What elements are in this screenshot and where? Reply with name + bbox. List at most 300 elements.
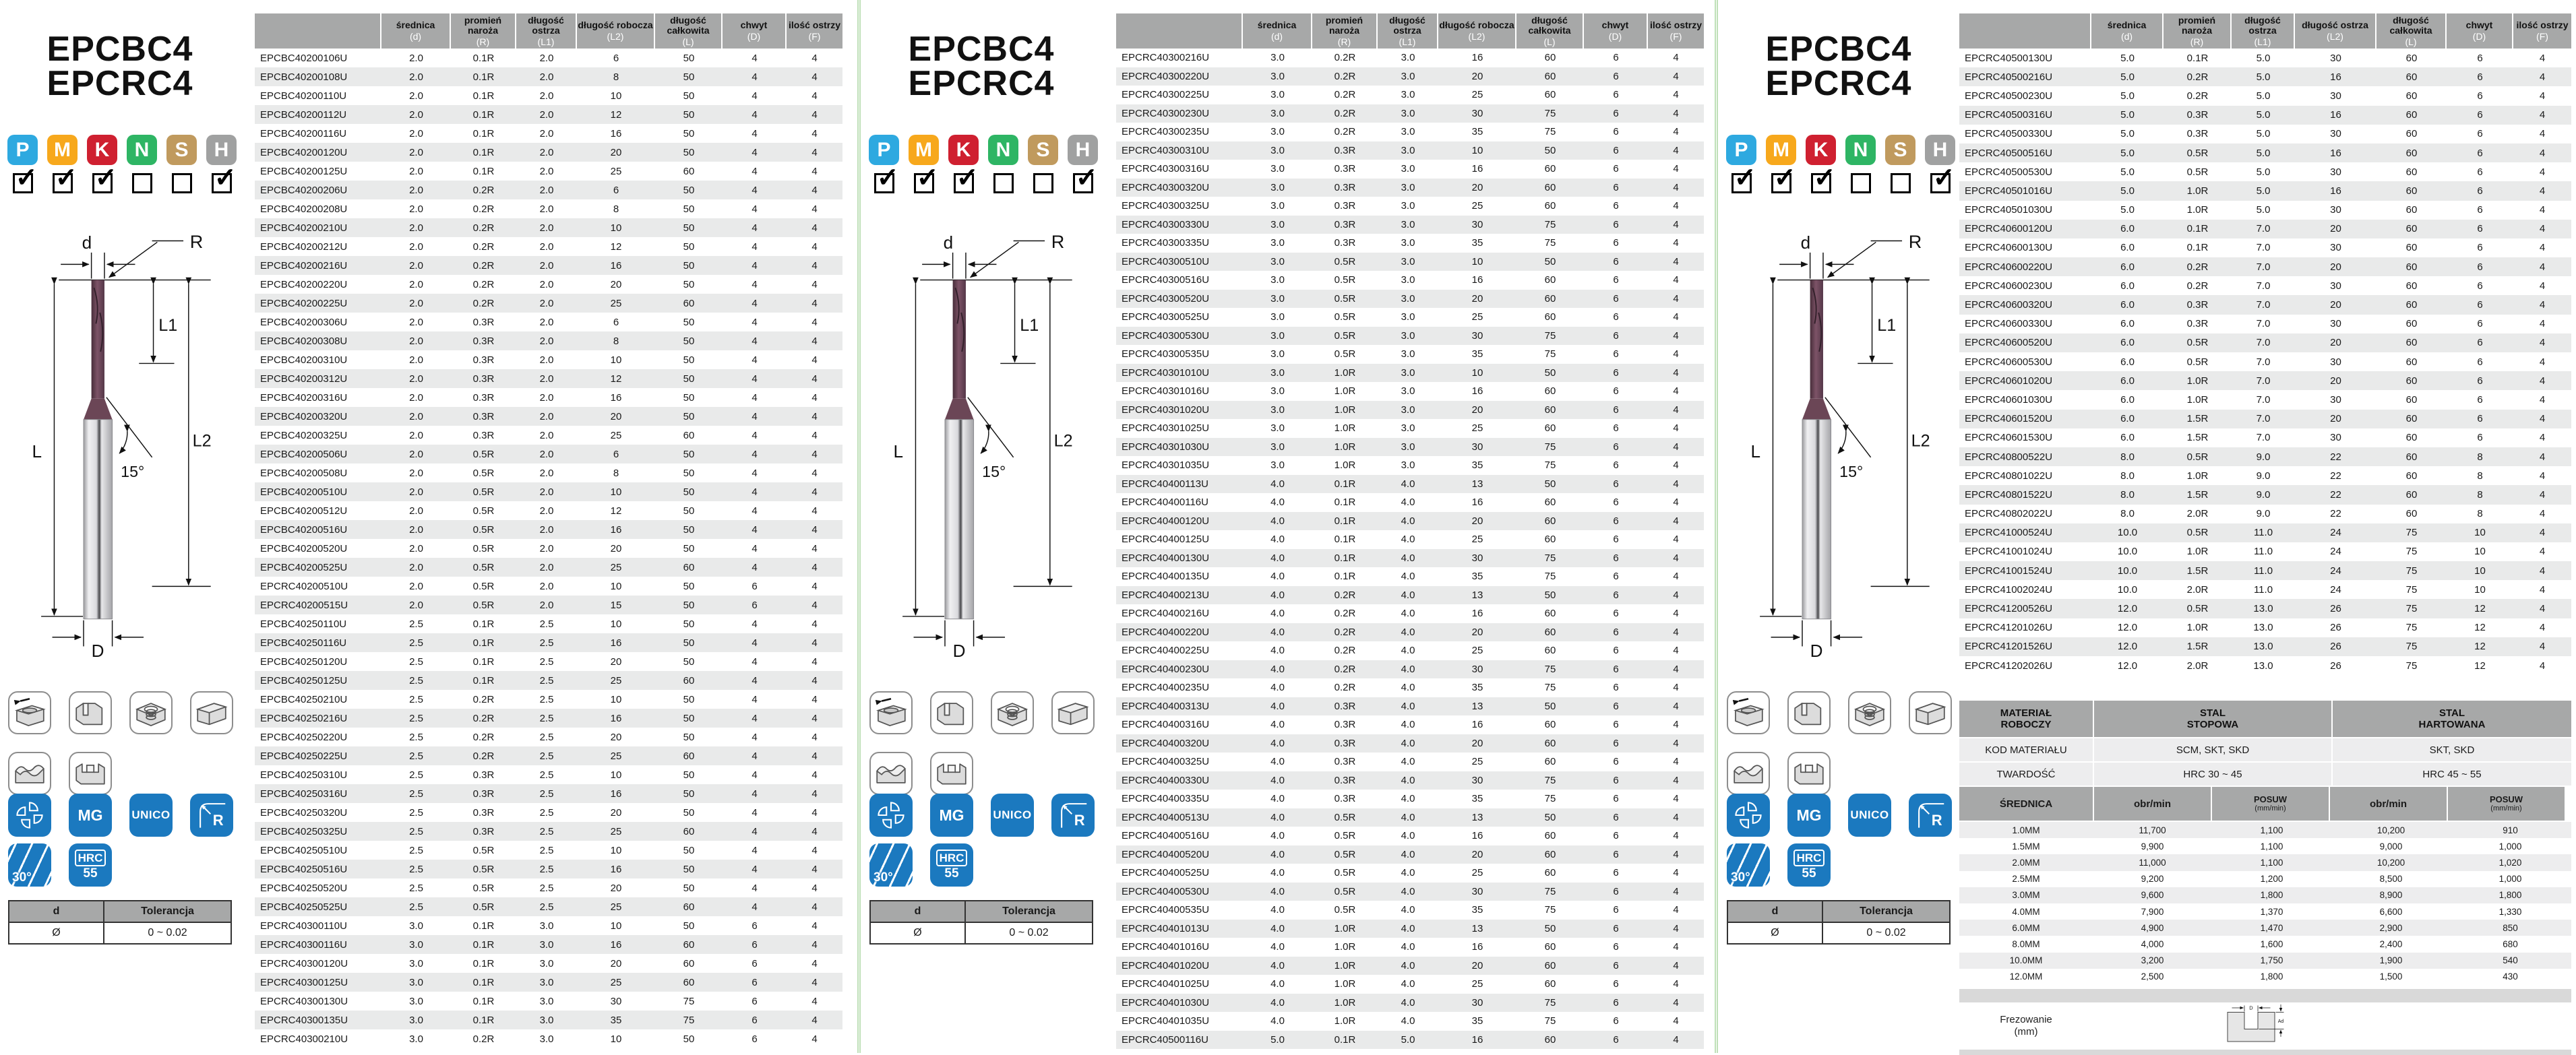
table-cell: EPCRC40600230U: [1965, 280, 2053, 292]
table-cell: 4: [1673, 996, 1679, 1009]
table-row: [255, 878, 842, 897]
table-cell: 11.0: [2253, 583, 2273, 596]
table-cell: 50: [1544, 811, 1556, 823]
table-cell: 30: [2330, 242, 2341, 254]
table-cell: 20: [610, 731, 622, 743]
table-cell: 4.0: [1270, 700, 1285, 712]
table-cell: 4: [811, 844, 818, 856]
table-cell: 2.0R: [2186, 583, 2209, 596]
table-cell: 10: [610, 920, 622, 932]
product-table: [255, 13, 842, 1048]
table-cell: 4: [2539, 641, 2546, 653]
table-cell: 20: [610, 146, 622, 158]
table-row: [1116, 364, 1704, 383]
product-series-title: [0, 32, 240, 101]
table-cell: 25: [1471, 89, 1483, 101]
header-cell: średnica (d): [2091, 13, 2164, 49]
iso-h-checkbox: [212, 173, 232, 193]
table-cell: 16: [610, 788, 622, 800]
table-cell: 25: [610, 976, 622, 988]
table-cell: 4: [752, 505, 758, 517]
table-cell: 4.0: [1401, 608, 1415, 620]
table-row: [1959, 887, 2571, 903]
table-row: [1959, 371, 2571, 390]
table-cell: 5.0: [2120, 204, 2135, 216]
table-cell: 60: [683, 297, 695, 309]
application-icons-row1: [1727, 691, 1959, 734]
table-cell: 0.5R: [1334, 329, 1356, 342]
table-cell: 2.0: [539, 259, 554, 271]
table-cell: 4: [2539, 242, 2546, 254]
table-cell: 0.3R: [1334, 163, 1356, 175]
table-cell: 2.0: [409, 203, 423, 215]
table-cell: 20: [2330, 337, 2341, 349]
table-cell: 0.5R: [472, 561, 495, 573]
table-cell: 75: [2405, 622, 2418, 634]
table-cell: EPCBC40200106U: [260, 52, 348, 64]
tolerance-diameter-symbol: Ø: [1728, 923, 1823, 943]
table-cell: 2.0: [539, 71, 554, 83]
table-cell: 1.0R: [1334, 385, 1356, 397]
table-row: [255, 463, 842, 482]
table-cell: EPCBC40250325U: [260, 825, 348, 837]
tolerance-value: 0 ~ 0.02: [1866, 927, 1906, 938]
table-row: [1959, 276, 2571, 295]
table-cell: 4: [752, 165, 758, 177]
table-cell: 1.5R: [2186, 641, 2209, 653]
table-cell: 0.5R: [472, 505, 495, 517]
product-table-header: [1116, 13, 1704, 49]
table-cell: 4: [811, 976, 818, 988]
table-row: [255, 596, 842, 614]
table-row: [1959, 295, 2571, 314]
table-cell: 6: [752, 580, 758, 592]
table-cell: 50: [683, 203, 695, 215]
table-cell: 13.0: [2253, 641, 2273, 653]
table-row: [255, 482, 842, 501]
table-cell: 3.0: [1270, 255, 1285, 267]
table-cell: 4: [811, 995, 818, 1007]
table-cell: 4: [752, 693, 758, 705]
table-cell: EPCRC40600330U: [1965, 318, 2053, 330]
table-cell: EPCRC40400213U: [1122, 589, 1210, 601]
table-cell: 6: [1613, 626, 1619, 638]
iso-s-checkbox: [1033, 173, 1053, 193]
table-cell: 0.2R: [472, 750, 495, 762]
table-cell: 4: [2539, 52, 2546, 64]
table-cell: EPCRC40300110U: [260, 920, 347, 932]
table-cell: 4.0: [1401, 626, 1415, 638]
table-cell: 0.5R: [472, 882, 495, 894]
step-slot-icon: [69, 752, 112, 795]
table-cell: 2.5: [539, 788, 554, 800]
table-cell: 6: [1613, 107, 1619, 119]
table-row: [1116, 49, 1704, 67]
table-cell: 4: [811, 561, 818, 573]
table-cell: 4: [1673, 366, 1679, 379]
table-cell: 60: [1544, 645, 1556, 657]
table-cell: EPCBC40200112U: [260, 108, 347, 121]
table-cell: 4.0: [1270, 885, 1285, 897]
table-cell: 4.0: [1401, 737, 1415, 749]
table-cell: EPCRC40401020U: [1122, 959, 1210, 971]
table-cell: 3,200: [2141, 955, 2164, 966]
table-cell: 10,200: [2376, 857, 2405, 868]
table-cell: 10: [610, 618, 622, 630]
table-cell: 4: [2539, 451, 2546, 463]
table-cell: 4: [752, 410, 758, 422]
table-cell: 4: [1673, 774, 1679, 786]
table-cell: EPCBC40200108U: [260, 71, 348, 83]
table-cell: 16: [610, 523, 622, 536]
table-cell: 60: [2405, 280, 2418, 292]
table-cell: 60: [683, 750, 695, 762]
table-cell: 1,800: [2260, 890, 2283, 901]
table-row: [255, 652, 842, 671]
header-cell: długość ostrza (L1): [2232, 13, 2295, 49]
table-cell: 20: [610, 882, 622, 894]
table-cell: 1.0R: [2186, 204, 2209, 216]
table-cell: 0.5R: [2186, 337, 2209, 349]
cutting-table-rows: [1959, 822, 2571, 985]
table-cell: 50: [1544, 589, 1556, 601]
table-cell: 4: [752, 712, 758, 724]
table-cell: 16: [610, 259, 622, 271]
table-row: [255, 181, 842, 199]
table-cell: 35: [1471, 237, 1483, 249]
table-cell: 4.0: [1270, 867, 1285, 879]
table-cell: 6.0: [2120, 393, 2135, 406]
table-cell: 75: [683, 995, 695, 1007]
table-cell: 50: [1544, 366, 1556, 379]
tolerance-table: [869, 900, 1093, 945]
table-cell: 0.3R: [1334, 144, 1356, 156]
table-cell: 4.0: [1270, 811, 1285, 823]
table-cell: 8: [613, 71, 619, 83]
table-cell: 2.0: [539, 599, 554, 611]
table-cell: 6: [1613, 608, 1619, 620]
svg-text:D: D: [2249, 1004, 2253, 1011]
table-cell: EPCRC40300535U: [1122, 348, 1210, 360]
table-cell: 0.1R: [472, 108, 495, 121]
table-cell: 2.0: [539, 241, 554, 253]
table-cell: 75: [1544, 571, 1556, 583]
table-cell: 20: [2330, 375, 2341, 387]
table-cell: 2.5: [409, 637, 423, 649]
table-cell: 2.0: [409, 561, 423, 573]
table-row: [1116, 253, 1704, 271]
table-cell: 75: [2405, 527, 2418, 539]
table-cell: 6: [613, 448, 619, 460]
product-table: [1116, 13, 1704, 1049]
svg-text:R: R: [1931, 812, 1942, 829]
table-cell: 4: [811, 52, 818, 64]
table-cell: 0.5R: [2186, 166, 2209, 178]
iso-grade-s: [1028, 135, 1058, 193]
table-cell: EPCRC40801022U: [1965, 470, 2053, 482]
table-cell: 16: [1471, 497, 1483, 509]
table-cell: EPCBC40200512U: [260, 505, 348, 517]
series-name-epcbc4: EPCBC4: [47, 30, 193, 69]
table-cell: EPCRC40301020U: [1122, 404, 1210, 416]
table-cell: 4: [811, 788, 818, 800]
table-cell: 13: [1471, 700, 1483, 712]
table-cell: EPCRC40200510U: [260, 580, 348, 592]
header-cell: chwyt (D): [1584, 13, 1648, 49]
table-cell: EPCBC40250210U: [260, 693, 348, 705]
table-cell: EPCBC40200316U: [260, 391, 348, 404]
table-cell: 16: [610, 637, 622, 649]
table-row: [1116, 456, 1704, 475]
table-cell: EPCBC40200516U: [260, 523, 348, 536]
mg-badge: MG: [69, 794, 112, 837]
table-row: [1116, 104, 1704, 123]
table-cell: 4.0: [1270, 848, 1285, 860]
table-cell: 30: [2330, 280, 2341, 292]
catalog-panel-1: [0, 0, 859, 1053]
table-cell: EPCBC40250125U: [260, 674, 348, 686]
table-cell: 13: [1471, 589, 1483, 601]
table-cell: 4.0: [1401, 497, 1415, 509]
table-cell: 25: [1471, 200, 1483, 212]
table-cell: 6: [1613, 163, 1619, 175]
application-icons-row2: [8, 752, 241, 795]
table-cell: 35: [1471, 904, 1483, 916]
table-row: [255, 860, 842, 878]
table-cell: 4: [2539, 109, 2546, 121]
table-cell: 50: [683, 467, 695, 479]
table-cell: EPCBC40200125U: [260, 165, 348, 177]
table-cell: EPCBC40250116U: [260, 637, 347, 649]
table-cell: 0.2R: [472, 184, 495, 196]
table-cell: 7.0: [2256, 242, 2271, 254]
table-cell: 50: [683, 637, 695, 649]
table-cell: 6: [1613, 200, 1619, 212]
table-cell: 25: [610, 561, 622, 573]
table-cell: 12: [2474, 603, 2486, 615]
table-cell: 4.0: [1270, 922, 1285, 934]
table-row: [255, 426, 842, 445]
table-cell: 16: [1471, 941, 1483, 953]
table-cell: 5.0: [2256, 185, 2271, 197]
table-cell: 3.0: [1270, 292, 1285, 305]
table-row: [255, 671, 842, 690]
table-row: [255, 1029, 842, 1048]
table-row: [255, 822, 842, 841]
table-cell: 20: [1471, 70, 1483, 82]
header-cell: ilość ostrzy (F): [1648, 13, 1704, 49]
table-cell: EPCBC40250320U: [260, 806, 348, 819]
table-cell: 0.1R: [472, 938, 495, 951]
catalog-panel-3: [1719, 0, 2576, 1053]
iso-m-icon: M: [47, 135, 78, 165]
table-cell: 9,000: [2379, 841, 2403, 852]
table-cell: 60: [683, 938, 695, 951]
table-cell: EPCBC40200310U: [260, 354, 348, 366]
table-row: [255, 275, 842, 294]
table-cell: 12.0: [2117, 603, 2138, 615]
tolerance-table: [1727, 900, 1951, 945]
table-cell: 0.2R: [472, 203, 495, 215]
table-cell: 30: [1471, 107, 1483, 119]
table-cell: 2.5: [539, 656, 554, 668]
table-cell: 7.0: [2256, 356, 2271, 368]
table-cell: 10: [2474, 583, 2486, 596]
table-cell: 5.0: [2120, 109, 2135, 121]
table-cell: EPCBC40250225U: [260, 750, 348, 762]
product-table-header: [1959, 13, 2571, 49]
table-cell: 6.0: [2120, 299, 2135, 311]
label-l1: L1: [158, 316, 178, 335]
table-cell: 12: [610, 505, 622, 517]
table-cell: 3.0: [409, 938, 423, 951]
corner-radius-icon: [1909, 794, 1952, 837]
table-cell: 6: [2477, 356, 2483, 368]
table-cell: 6: [1613, 959, 1619, 971]
table-cell: 60: [2405, 52, 2418, 64]
table-cell: 50: [1544, 478, 1556, 490]
table-cell: 2.5: [539, 731, 554, 743]
table-cell: 4: [752, 863, 758, 875]
table-row: [1116, 827, 1704, 845]
table-cell: EPCBC40200508U: [260, 467, 348, 479]
table-cell: 2.5: [409, 618, 423, 630]
table-cell: EPCRC40501016U: [1965, 185, 2053, 197]
table-cell: 3.0: [1401, 329, 1415, 342]
table-cell: 6: [1613, 497, 1619, 509]
table-cell: 4.0: [1270, 737, 1285, 749]
table-cell: 10: [1471, 366, 1483, 379]
table-cell: 12: [610, 373, 622, 385]
table-cell: EPCBC40250110U: [260, 618, 347, 630]
table-row: [255, 86, 842, 105]
table-row: [255, 841, 842, 860]
table-cell: 6: [1613, 126, 1619, 138]
table-cell: 60: [2405, 432, 2418, 444]
table-row: [1116, 1031, 1704, 1050]
table-cell: 50: [683, 52, 695, 64]
header-cell: średnica (d): [1243, 13, 1312, 49]
table-cell: 75: [2405, 641, 2418, 653]
table-cell: 2.0: [409, 429, 423, 441]
header-cell-empty: [1116, 13, 1243, 49]
table-cell: 5.0: [2120, 185, 2135, 197]
table-cell: 4: [811, 165, 818, 177]
table-cell: EPCRC40300325U: [1122, 200, 1210, 212]
header-cell: promień naroża (R): [1312, 13, 1378, 49]
table-cell: 20: [2330, 223, 2341, 235]
rpm-header-hardened: obr/min: [2330, 787, 2447, 821]
table-cell: EPCRC40401035U: [1122, 1015, 1210, 1027]
feature-badges-row2: [1727, 843, 1831, 887]
table-cell: 4: [1673, 904, 1679, 916]
table-row: [255, 539, 842, 558]
table-cell: 4: [2539, 166, 2546, 178]
label-d: d: [943, 232, 954, 253]
table-cell: 6: [1613, 756, 1619, 768]
table-cell: 4: [1673, 255, 1679, 267]
table-cell: EPCRC40400330U: [1122, 774, 1210, 786]
table-cell: 3.0: [409, 920, 423, 932]
series-name-epcrc4: EPCRC4: [908, 64, 1055, 103]
table-cell: EPCRC41001024U: [1965, 546, 2053, 558]
table-cell: EPCBC40250525U: [260, 901, 348, 913]
table-cell: 60: [2405, 508, 2418, 520]
table-cell: EPCBC40250120U: [260, 656, 348, 668]
table-cell: 4: [2539, 375, 2546, 387]
table-cell: 0.2R: [1334, 107, 1356, 119]
table-cell: 60: [1544, 52, 1556, 64]
table-cell: 4.0: [1270, 904, 1285, 916]
svg-text:Ad: Ad: [2277, 1019, 2284, 1025]
table-row: [1116, 438, 1704, 457]
table-row: [1959, 315, 2571, 333]
table-cell: 10.0: [2117, 546, 2138, 558]
table-cell: 25: [610, 297, 622, 309]
table-row: [255, 388, 842, 407]
table-cell: 6.0: [2120, 432, 2135, 444]
table-cell: 0.1R: [472, 165, 495, 177]
table-cell: 4: [2539, 527, 2546, 539]
table-cell: 0.1R: [2186, 242, 2209, 254]
table-cell: 4.0: [1401, 1015, 1415, 1027]
table-cell: 4: [1673, 237, 1679, 249]
table-cell: 60: [1544, 422, 1556, 435]
table-cell: EPCRC40600530U: [1965, 356, 2053, 368]
table-cell: 30: [2330, 432, 2341, 444]
table-cell: 4: [752, 448, 758, 460]
table-cell: 0.3R: [472, 806, 495, 819]
table-cell: EPCRC40401013U: [1122, 922, 1210, 934]
iso-k-icon: K: [87, 135, 117, 165]
table-cell: 2.5: [539, 863, 554, 875]
bottom-band: [1959, 1050, 2571, 1055]
table-row: [1959, 125, 2571, 143]
table-row: [1116, 549, 1704, 568]
table-row: [1116, 493, 1704, 512]
table-cell: 2.0: [409, 278, 423, 290]
table-cell: 2.0: [409, 297, 423, 309]
table-cell: 60: [1544, 515, 1556, 527]
table-cell: 2.5: [409, 750, 423, 762]
table-cell: 25: [1471, 756, 1483, 768]
table-cell: 3.0: [1270, 311, 1285, 323]
table-cell: 2.5: [409, 656, 423, 668]
table-row: [1959, 162, 2571, 181]
table-cell: 24: [2330, 583, 2341, 596]
table-cell: 1,100: [2260, 857, 2283, 868]
table-cell: 50: [683, 373, 695, 385]
table-cell: 4: [1673, 126, 1679, 138]
table-cell: EPCRC40600220U: [1965, 261, 2053, 273]
block-icon: [190, 691, 233, 734]
product-table-rows: [255, 49, 842, 1048]
table-cell: 4: [2539, 318, 2546, 330]
helix-angle-icon: [8, 843, 51, 887]
table-cell: 4: [2539, 432, 2546, 444]
table-cell: 16: [2330, 185, 2341, 197]
table-cell: 4: [752, 523, 758, 536]
table-cell: 2.0: [409, 580, 423, 592]
slot-milling-diagram: [2174, 1004, 2329, 1048]
table-cell: 1,800: [2498, 890, 2522, 901]
table-cell: EPCRC40400235U: [1122, 682, 1210, 694]
label-l2: L2: [1911, 431, 1930, 451]
table-cell: 4.0: [1270, 626, 1285, 638]
table-cell: 60: [2405, 242, 2418, 254]
table-cell: 22: [2330, 508, 2341, 520]
table-cell: 1.0R: [2186, 470, 2209, 482]
